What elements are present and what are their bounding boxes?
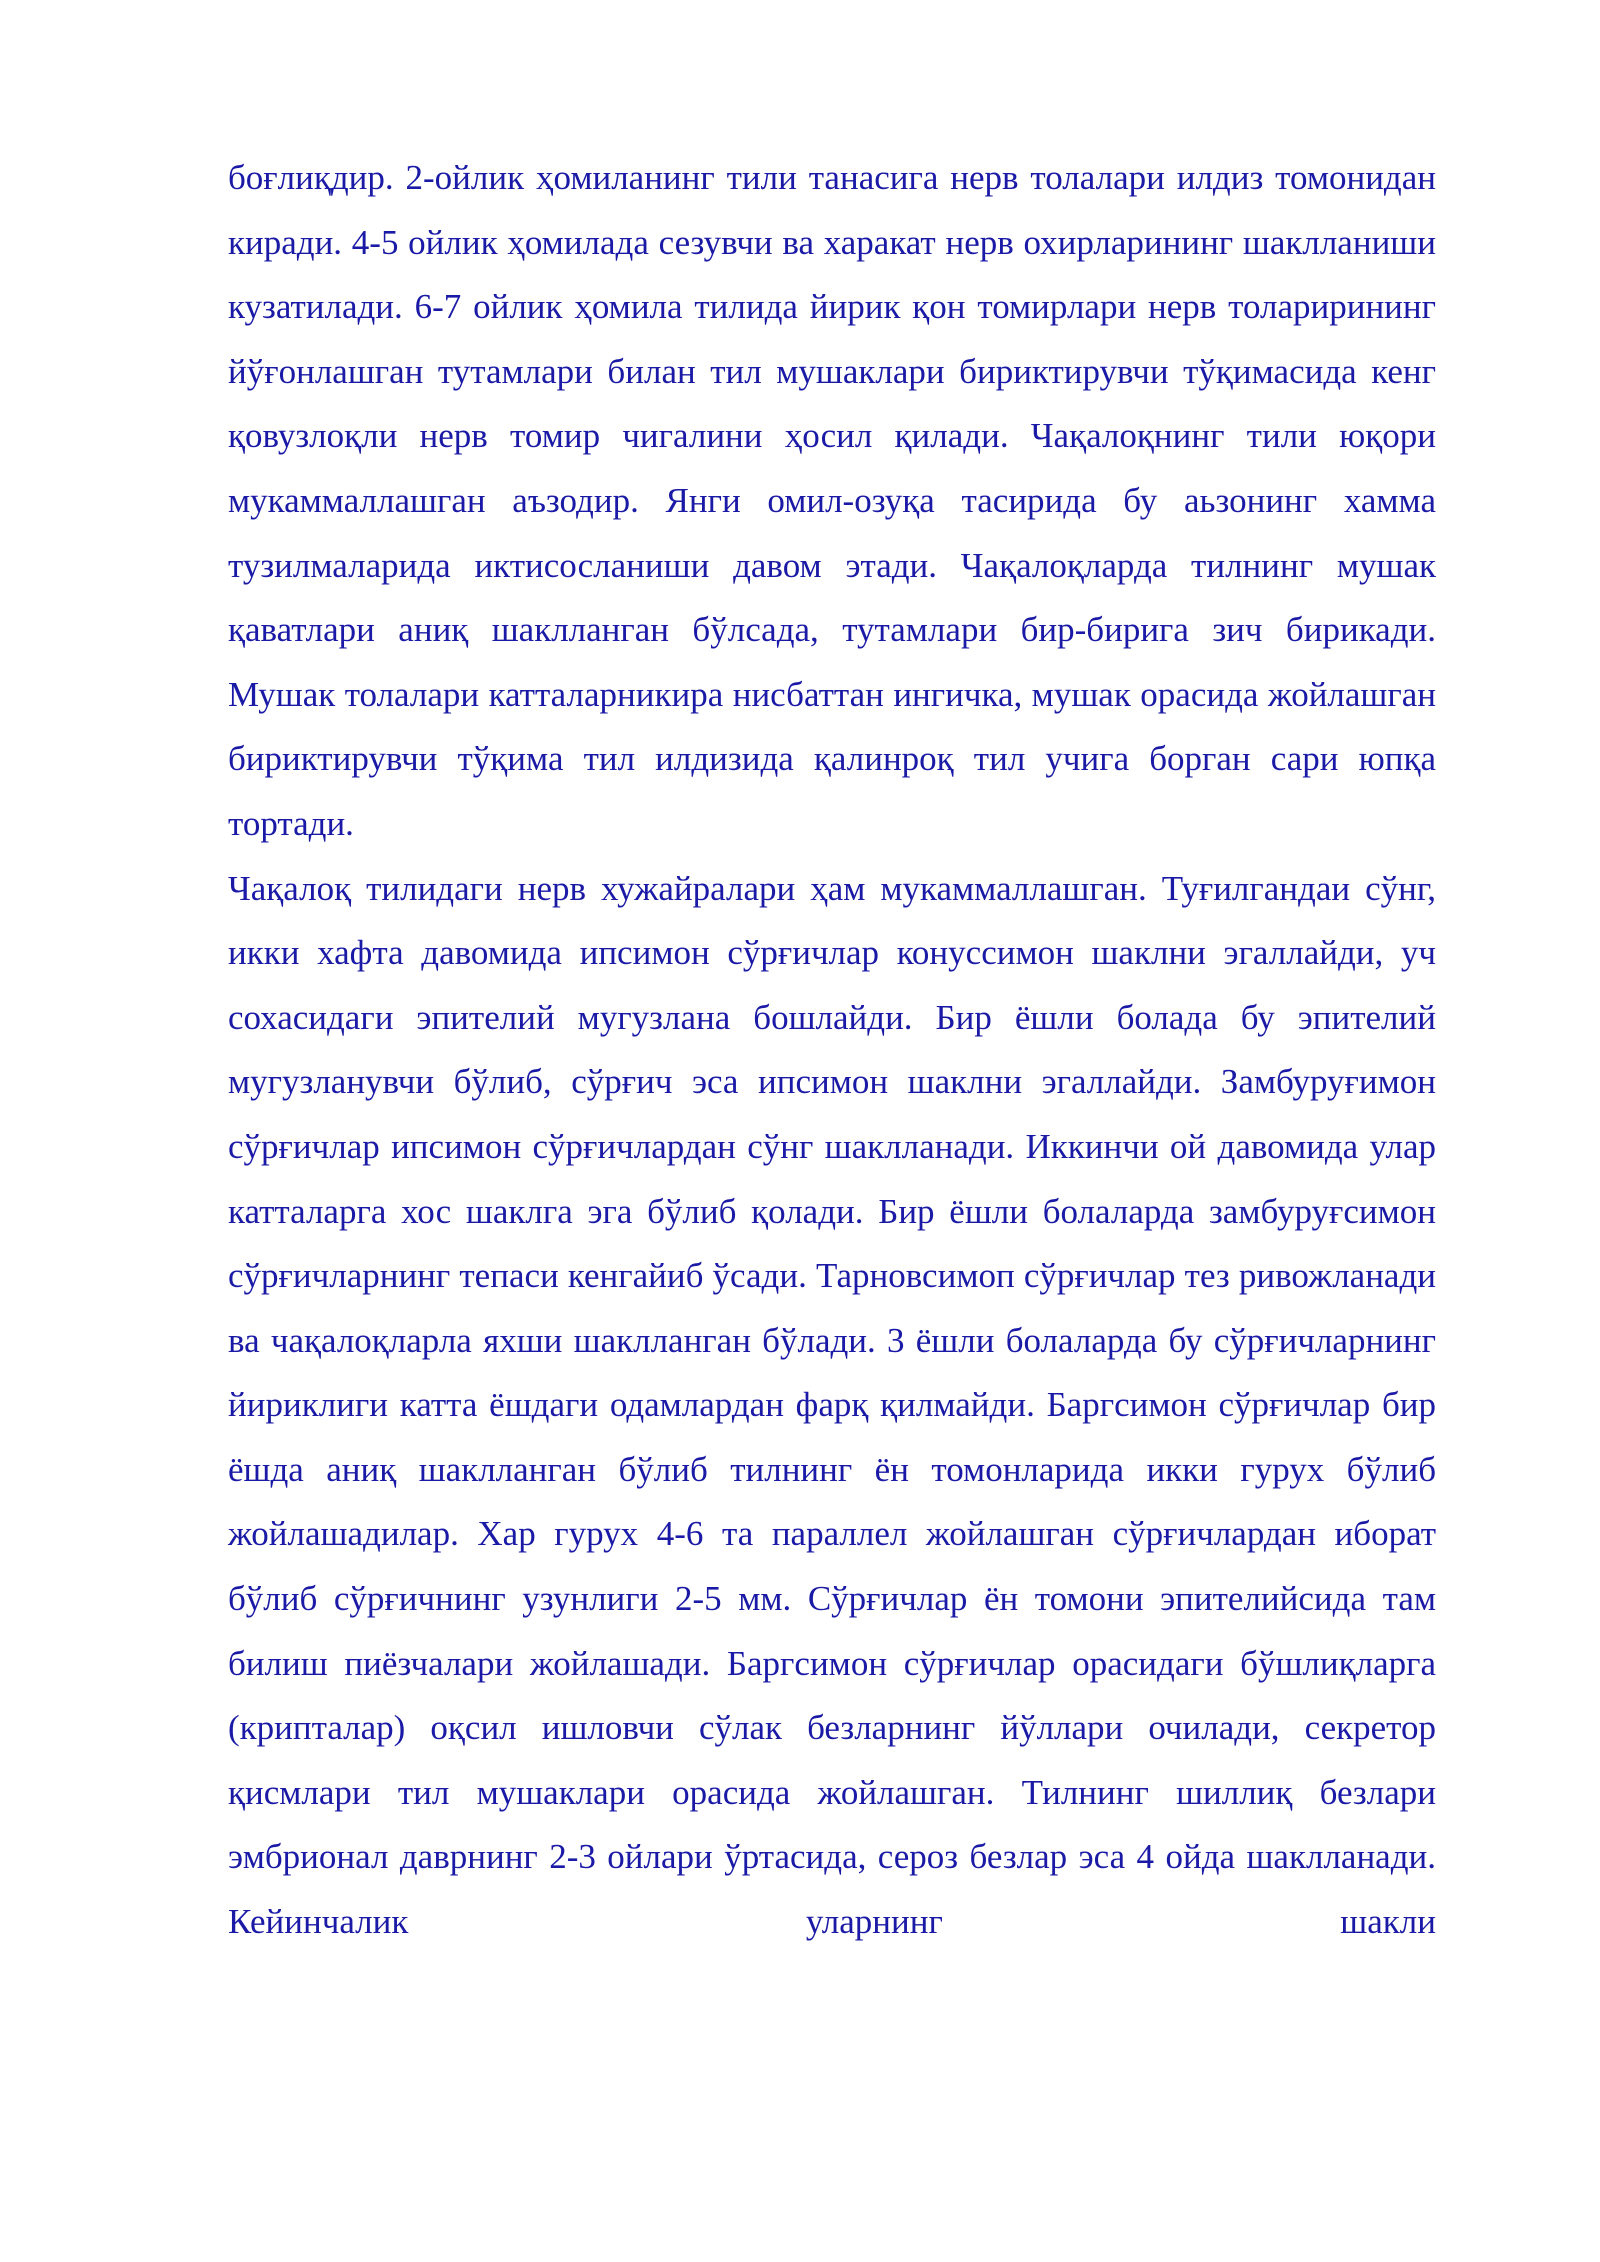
paragraph-1: боғлиқдир. 2-ойлик ҳомиланинг тили танасига нерв толалари илдиз томонидан киради. 4-5 ойлик ҳомилада сезувчи ва харакат нерв охирларининг шаклланиши кузатилади. 6-7 ойлик ҳомила тилида йирик қон томирлари нерв толарирининг йўғонлашган тутамлари билан тил мушаклари бириктирувчи тўқимасида кенг қовузлоқли нерв томир чигалини ҳосил қилади. Чақалоқнинг тили юқори мукаммаллашган аъзодир. Янги омил-озуқа тасирида бу аьзонинг хамма тузилмаларида иктисосланиши давом этади. Чақалоқларда тилнинг мушак қаватлари аниқ шаклланган бўлсада, тутамлари бир-бирига зич бирикади. Мушак толалари катталарникира нисбаттан ингичка, мушак орасида жойлашган бириктирувчи тўқима тил илдизида қалинроқ тил учига борган сари юпқа тортади.: [228, 158, 1436, 843]
paragraph-2: Чақалоқ тилидаги нерв хужайралари ҳам мукаммаллашган. Туғилгандаи сўнг, икки хафта давомида ипсимон сўрғичлар конуссимон шаклни эгаллайди, уч сохасидаги эпителий мугузлана бошлайди. Бир ёшли болада бу эпителий мугузланувчи бўлиб, сўрғич эса ипсимон шаклни эгаллайди. Замбуруғимон сўрғичлар ипсимон сўрғичлардан сўнг шаклланади. Иккинчи ой давомида улар катталарга хос шаклга эга бўлиб қолади. Бир ёшли болаларда замбуруғсимон сўрғичларнинг тепаси кенгайиб ўсади. Тарновсимоп сўрғичлар тез ривожланади ва чақалоқларла яхши шаклланган бўлади. 3 ёшли болаларда бу сўрғичларнинг йириклиги катта ёшдаги одамлардан фарқ қилмайди. Баргсимон сўрғичлар бир ёшда аниқ шаклланган бўлиб тилнинг ён томонларида икки гурух бўлиб жойлашадилар. Хар гурух 4-6 та параллел жойлашган сўрғичлардан иборат бўлиб сўрғичнинг узунлиги 2-5 мм. Сўрғичлар ён томони эпителийсида там билиш пиёзчалари жойлашади. Баргсимон сўрғичлар орасидаги бўшлиқларга (крипталар) оқсил ишловчи сўлак безларнинг йўллари очилади, секретор қисмлари тил мушаклари орасида жойлашган. Тилнинг шиллиқ безлари эмбрионал даврнинг 2-3 ойлари ўртасида, сероз безлар эса 4 ойда шаклланади. Кейинчалик уларнинг шакли: [228, 868, 1436, 1942]
document-body: [228, 146, 1436, 1955]
